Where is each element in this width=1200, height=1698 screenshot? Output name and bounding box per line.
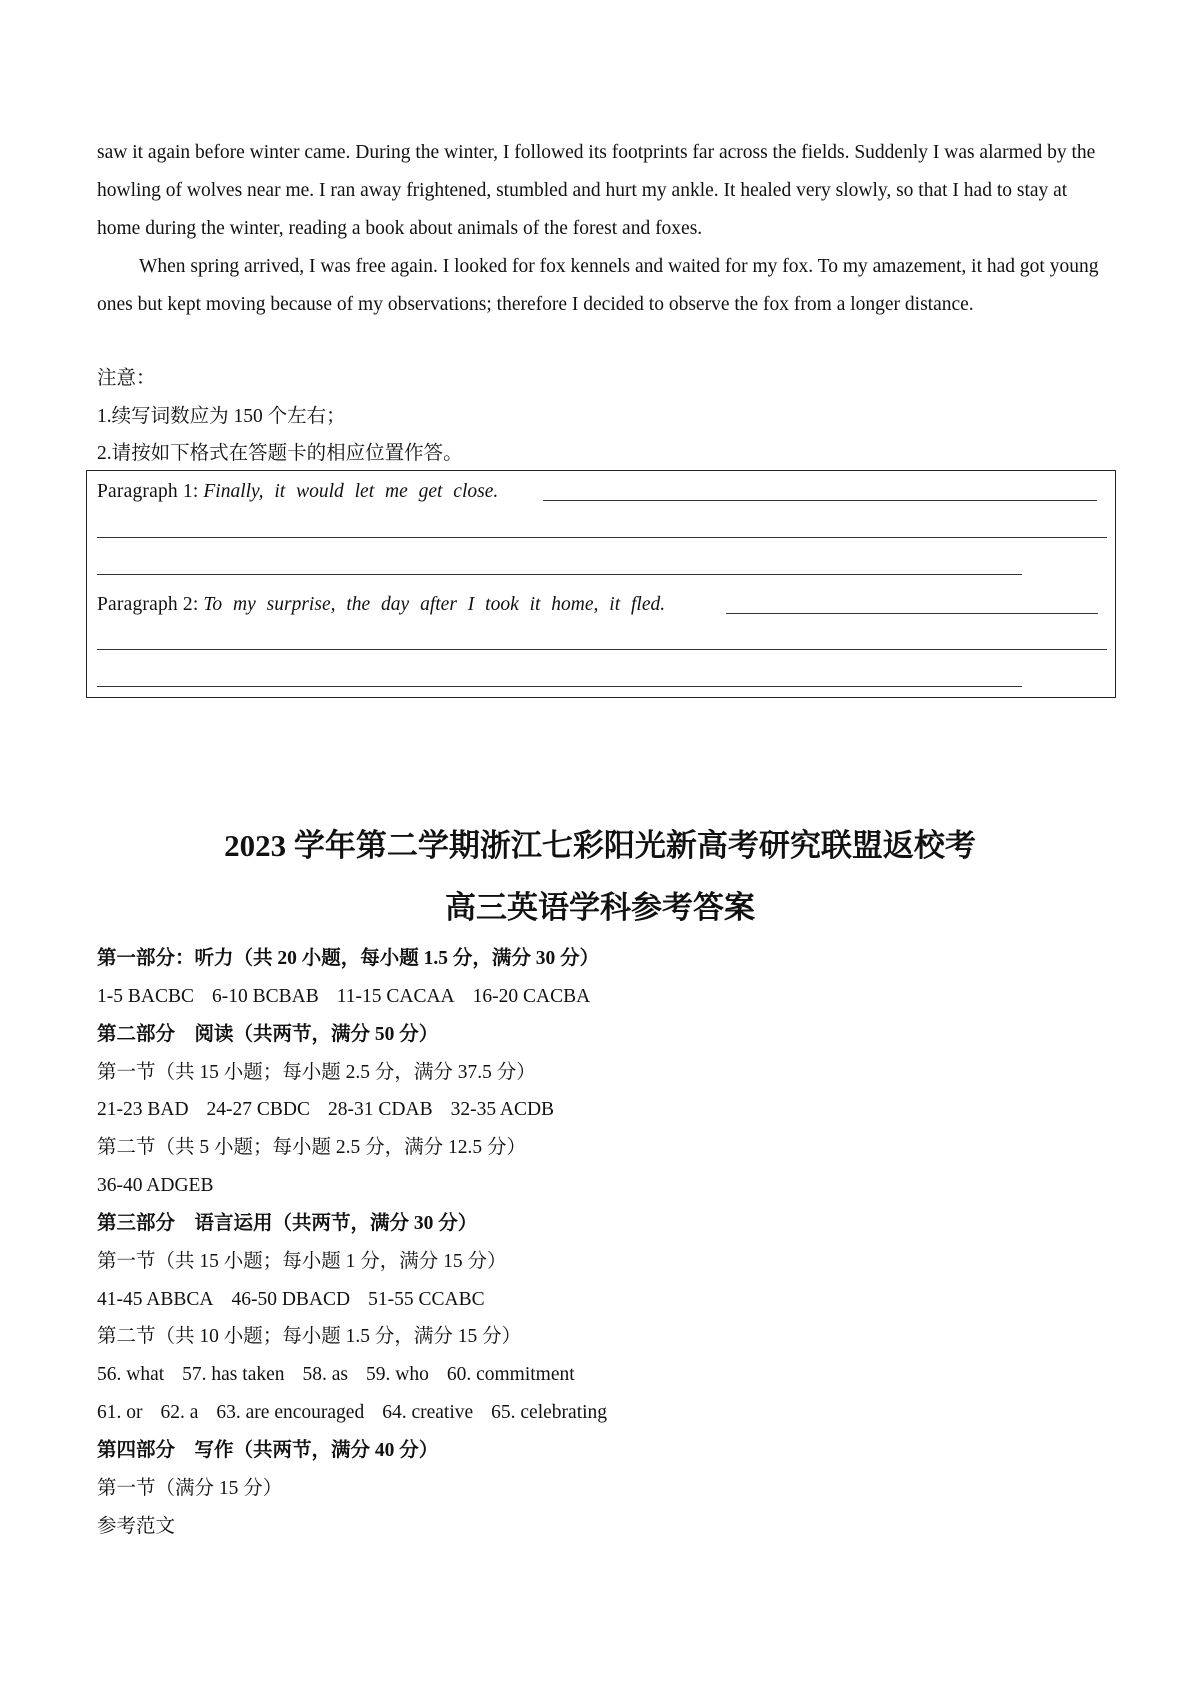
part1-heading: 第一部分：听力（共 20 小题，每小题 1.5 分，满分 30 分） xyxy=(97,948,600,969)
answer-item: 57. has taken xyxy=(182,1364,285,1385)
answer-item: 63. are encouraged xyxy=(216,1402,365,1423)
answer-group: 24-27 CBDC xyxy=(206,1099,311,1120)
part3-section2-heading: 第二节（共 10 小题；每小题 1.5 分，满分 15 分） xyxy=(97,1326,522,1347)
answer-item: 61. or xyxy=(97,1402,143,1423)
answer-group: 11-15 CACAA xyxy=(336,986,455,1007)
part3-section1-answers xyxy=(97,1287,485,1313)
part4-heading: 第四部分 写作（共两节，满分 40 分） xyxy=(97,1440,439,1461)
answer-item: 59. who xyxy=(366,1364,429,1385)
answer-item: 65. celebrating xyxy=(491,1402,608,1423)
paragraph-2-label: Paragraph 2: xyxy=(97,594,199,615)
note-1: 1.续写词数应为 150 个左右； xyxy=(97,406,346,427)
writing-line xyxy=(97,649,1107,650)
writing-line xyxy=(97,537,1107,538)
answer-group: 28-31 CDAB xyxy=(328,1099,433,1120)
answer-item: 60. commitment xyxy=(446,1364,575,1385)
answer-group: 6-10 BCBAB xyxy=(211,986,319,1007)
answer-group: 1-5 BACBC xyxy=(97,986,194,1007)
part3-section1-heading: 第一节（共 15 小题；每小题 1 分，满分 15 分） xyxy=(97,1251,507,1272)
part2-section2-answers xyxy=(97,1173,213,1199)
notes-heading: 注意： xyxy=(97,368,156,389)
passage-paragraph-2: When spring arrived, I was free again. I looked for fox kennels and waited for my fox. To my amazement, it had got young ones but kept moving because of my observations; therefore I decided to observe the fox from a longer distance. xyxy=(97,256,1099,315)
paragraph-1-label: Paragraph 1: xyxy=(97,481,199,502)
answer-group: 51-55 CCABC xyxy=(368,1289,485,1310)
paragraph-1-row xyxy=(97,479,498,505)
part3-heading: 第三部分 语言运用（共两节，满分 30 分） xyxy=(97,1213,478,1234)
answer-group: 21-23 BAD xyxy=(97,1099,189,1120)
answer-group: 46-50 DBACD xyxy=(231,1289,351,1310)
answer-format-box xyxy=(86,470,1116,698)
part3-section2-answers-row1 xyxy=(97,1362,575,1388)
part3-section2-answers-row2 xyxy=(97,1400,607,1426)
answer-item: 58. as xyxy=(302,1364,349,1385)
note-2: 2.请按如下格式在答题卡的相应位置作答。 xyxy=(97,443,463,464)
part4-section1-heading: 第一节（满分 15 分） xyxy=(97,1478,283,1499)
sample-essay-label: 参考范文 xyxy=(97,1516,176,1537)
part2-section1-heading: 第一节（共 15 小题；每小题 2.5 分，满分 37.5 分） xyxy=(97,1062,536,1083)
answer-key-subtitle: 高三英语学科参考答案 xyxy=(445,890,755,925)
writing-line xyxy=(726,613,1098,614)
answer-group: 36-40 ADGEB xyxy=(97,1175,214,1196)
answer-item: 64. creative xyxy=(382,1402,474,1423)
part2-section2-heading: 第二节（共 5 小题；每小题 2.5 分，满分 12.5 分） xyxy=(97,1137,527,1158)
answer-item: 56. what xyxy=(97,1364,165,1385)
answer-group: 41-45 ABBCA xyxy=(97,1289,214,1310)
answer-group: 16-20 CACBA xyxy=(472,986,591,1007)
part1-answers xyxy=(97,984,590,1010)
answer-key-title: 2023 学年第二学期浙江七彩阳光新高考研究联盟返校考 xyxy=(224,828,976,863)
answer-item: 62. a xyxy=(160,1402,199,1423)
writing-line xyxy=(543,500,1097,501)
answer-group: 32-35 ACDB xyxy=(450,1099,555,1120)
passage-paragraph-1: saw it again before winter came. During the winter, I followed its footprints far across the fields. Suddenly I was alarmed by the howling of wolves near me. I ran away frightened, stumbled and hurt my ankle. It healed very slowly, so that I had to stay at home during the winter, reading a book about animals of the forest and foxes. xyxy=(97,142,1096,239)
paragraph-1-start: Finally, it would let me get close. xyxy=(203,481,499,502)
paragraph-2-start: To my surprise, the day after I took it home, it fled. xyxy=(203,594,666,615)
writing-line xyxy=(97,686,1022,687)
writing-line xyxy=(97,574,1022,575)
part2-section1-answers xyxy=(97,1097,554,1123)
paragraph-2-row xyxy=(97,592,665,618)
part2-heading: 第二部分 阅读（共两节，满分 50 分） xyxy=(97,1024,439,1045)
